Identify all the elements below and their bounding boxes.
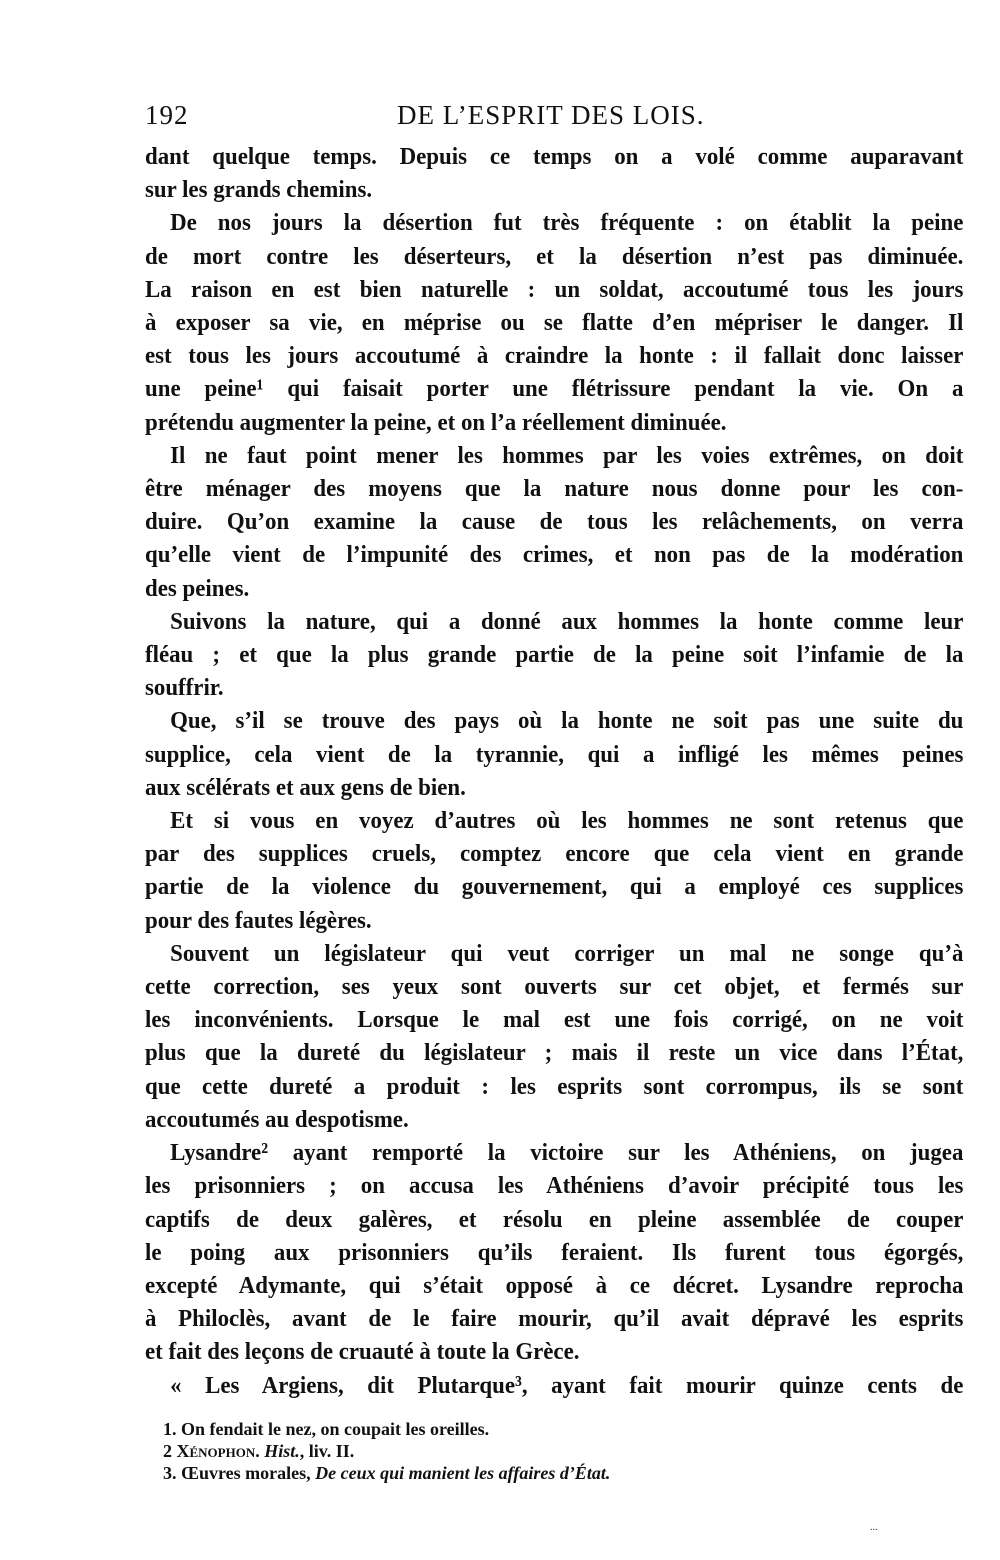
text-line: à Philoclès, avant de le faire mourir, qu’il avait dépravé les esprits bbox=[145, 1305, 964, 1333]
footnote-rest: , liv. II. bbox=[299, 1441, 355, 1461]
text-line: Souvent un législateur qui veut corriger un mal ne songe qu’à bbox=[170, 939, 964, 967]
text-line: est tous les jours accoutumé à craindre la honte : il fallait donc laisser bbox=[145, 342, 964, 370]
text-line: des peines. bbox=[145, 574, 250, 602]
text-line: partie de la violence du gouvernement, qui a employé ces supplices bbox=[145, 873, 964, 901]
text-line: dant quelque temps. Depuis ce temps on a volé comme auparavant bbox=[145, 143, 964, 170]
text-line: Il ne faut point mener les hommes par les voies extrêmes, on doit bbox=[170, 441, 964, 469]
footnote-marker: 2 bbox=[163, 1441, 172, 1461]
text-line: Que, s’il se trouve des pays où la honte ne soit pas une suite du bbox=[170, 707, 964, 735]
footnote-3 bbox=[163, 1462, 610, 1484]
footnote-marker: 1. bbox=[163, 1419, 177, 1439]
text-line: de mort contre les déserteurs, et la désertion n’est pas diminuée. bbox=[145, 242, 964, 270]
footnote-2 bbox=[163, 1440, 610, 1462]
text-line: une peine¹ qui faisait porter une flétrissure pendant la vie. On a bbox=[145, 375, 964, 403]
text-line: que cette dureté a produit : les esprits sont corrompus, ils se sont bbox=[145, 1072, 964, 1100]
text-line: prétendu augmenter la peine, et on l’a réellement diminuée. bbox=[145, 408, 727, 436]
running-title: DE L’ESPRIT DES LOIS. bbox=[397, 100, 705, 130]
text-line: fléau ; et que la plus grande partie de la peine soit l’infamie de la bbox=[145, 641, 964, 669]
footnote-1 bbox=[163, 1418, 610, 1440]
footnotes bbox=[163, 1418, 610, 1484]
text-line: et fait des leçons de cruauté à toute la Grèce. bbox=[145, 1338, 580, 1366]
text-line: qu’elle vient de l’impunité des crimes, et non pas de la modération bbox=[145, 541, 964, 569]
text-line: captifs de deux galères, et résolu en pleine assemblée de couper bbox=[145, 1205, 964, 1233]
footnote-text: On fendait le nez, on coupait les oreilles. bbox=[181, 1419, 490, 1439]
footnote-marker: 3. bbox=[163, 1463, 177, 1483]
text-line: les inconvénients. Lorsque le mal est une fois corrigé, on ne voit bbox=[145, 1006, 964, 1034]
body-text bbox=[145, 140, 963, 1402]
page-signature-mark: ... bbox=[870, 1522, 878, 1533]
text-line: « Les Argiens, dit Plutarque³, ayant fait mourir quinze cents de bbox=[170, 1371, 964, 1399]
footnote-text: Œuvres morales, bbox=[181, 1463, 316, 1483]
text-line: les prisonniers ; on accusa les Athéniens d’avoir précipité tous les bbox=[145, 1172, 964, 1200]
text-line: par des supplices cruels, comptez encore que cela vient en grande bbox=[145, 840, 964, 868]
text-line: supplice, cela vient de la tyrannie, qui a infligé les mêmes peines bbox=[145, 740, 964, 768]
text-line: La raison en est bien naturelle : un soldat, accoutumé tous les jours bbox=[145, 275, 964, 303]
text-line: être ménager des moyens que la nature nous donne pour les con- bbox=[145, 475, 964, 503]
text-line: plus que la dureté du législateur ; mais il reste un vice dans l’État, bbox=[145, 1039, 964, 1067]
text-line: Suivons la nature, qui a donné aux hommes la honte comme leur bbox=[170, 607, 964, 635]
text-line: souffrir. bbox=[145, 674, 224, 702]
text-line: excepté Adymante, qui s’était opposé à ce décret. Lysandre reprocha bbox=[145, 1271, 964, 1299]
text-line: pour des fautes légères. bbox=[145, 906, 372, 934]
running-head bbox=[145, 96, 963, 140]
text-line: sur les grands chemins. bbox=[145, 176, 373, 204]
text-line: aux scélérats et aux gens de bien. bbox=[145, 773, 466, 801]
text-line: De nos jours la désertion fut très fréquente : on établit la peine bbox=[170, 209, 964, 237]
book-page bbox=[145, 96, 963, 1402]
text-line: à exposer sa vie, en méprise ou se flatte d’en mépriser le danger. Il bbox=[145, 309, 964, 337]
footnote-author: Xénophon. bbox=[176, 1441, 260, 1461]
text-line: Lysandre² ayant remporté la victoire sur les Athéniens, on jugea bbox=[170, 1139, 964, 1167]
text-line: accoutumés au despotisme. bbox=[145, 1105, 409, 1133]
page-number: 192 bbox=[145, 100, 189, 130]
text-line: le poing aux prisonniers qu’ils feraient. Ils furent tous égorgés, bbox=[145, 1238, 964, 1266]
text-line: cette correction, ses yeux sont ouverts sur cet objet, et fermés sur bbox=[145, 973, 964, 1001]
text-line: duire. Qu’on examine la cause de tous les relâchements, on verra bbox=[145, 508, 964, 536]
footnote-title: De ceux qui manient les affaires d’État. bbox=[315, 1463, 611, 1483]
footnote-title: Hist. bbox=[264, 1441, 300, 1461]
text-line: Et si vous en voyez d’autres où les hommes ne sont retenus que bbox=[170, 807, 964, 835]
